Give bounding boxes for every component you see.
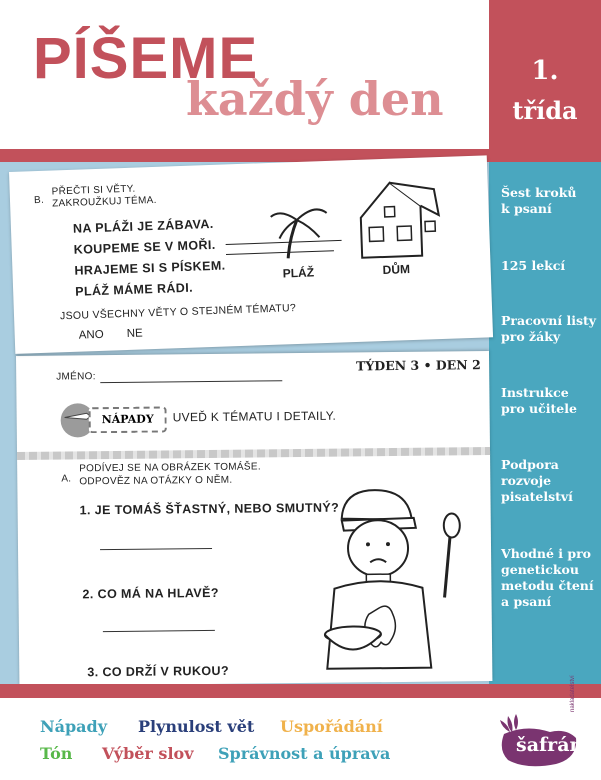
name-label: JMÉNO: (56, 371, 96, 383)
badge-instruction: UVEĎ K TÉMATU I DETAILY. (172, 408, 337, 425)
feature-text: pro učitele (501, 401, 577, 416)
feature-text: genetickou (501, 562, 579, 577)
week-day-label: TÝDEN 3 • DEN 2 (356, 357, 481, 374)
feature-support (501, 457, 599, 505)
feature-text: a psaní (501, 594, 552, 609)
sentence-4: PLÁŽ MÁME RÁDI. (74, 280, 194, 299)
grade-number: 1. (531, 56, 559, 86)
publisher-name: šafrán (516, 734, 584, 756)
grade-word: třída (512, 96, 578, 125)
trait-ton: Tón (40, 744, 73, 763)
bottom-divider (0, 684, 601, 698)
publisher-logo (496, 675, 590, 772)
answer-line-1[interactable] (100, 548, 212, 550)
trait-plynulost: Plynulost vět (138, 717, 255, 736)
sentence-2: KOUPEME SE V MOŘI. (73, 237, 216, 257)
feature-method (501, 546, 599, 610)
sentence-3: HRAJEME SI S PÍSKEM. (74, 258, 226, 278)
beach-palm-illustration (222, 196, 344, 270)
worksheet-back (9, 155, 493, 354)
feature-text: metodu čtení (501, 578, 594, 593)
feature-text: Instrukce (501, 385, 569, 400)
question-1: 1. JE TOMÁŠ ŠŤASTNÝ, NEBO SMUTNÝ? (79, 500, 340, 518)
feature-six-steps (501, 185, 599, 217)
sentence-1: NA PLÁŽI JE ZÁBAVA. (72, 216, 214, 236)
feature-text: Pracovní listy (501, 313, 597, 328)
house-illustration (349, 175, 442, 264)
page-subtitle: každý den (186, 72, 444, 126)
instruction-line-2: ZAKROUŽKUJ TÉMA. (51, 194, 157, 210)
feature-worksheets (501, 313, 599, 345)
question-2: 2. CO MÁ NA HLAVĚ? (82, 585, 219, 602)
page-title: PÍŠEME (33, 26, 259, 91)
question-3: 3. CO DRŽÍ V RUKOU? (87, 663, 230, 680)
section-letter: A. (61, 473, 72, 485)
feature-text: pro žáky (501, 329, 561, 344)
question: JSOU VŠECHNY VĚTY O STEJNÉM TÉMATU? (59, 302, 297, 323)
feature-lessons (501, 258, 599, 274)
napady-badge: NÁPADY (89, 406, 167, 433)
section-letter: B. (33, 194, 45, 207)
trait-usporadani: Uspořádání (280, 717, 383, 736)
answer-line-2[interactable] (103, 630, 215, 632)
feature-text: 125 lekcí (501, 258, 566, 273)
feature-text: k psaní (501, 201, 552, 216)
name-line (100, 380, 282, 383)
label-beach: PLÁŽ (282, 265, 315, 281)
instruction-line-2: ODPOVĚZ NA OTÁZKY O NĚM. (79, 474, 233, 488)
feature-text: pisatelství (501, 489, 573, 504)
instruction-line-1: PŘEČTI SI VĚTY. (51, 183, 136, 198)
feature-instructions (501, 385, 599, 417)
section-divider (17, 447, 490, 460)
answer-no[interactable]: NE (126, 327, 143, 340)
feature-text: Šest kroků (501, 185, 577, 200)
feature-text: Vhodné i pro (501, 546, 592, 561)
instruction-line-1: PODÍVEJ SE NA OBRÁZEK TOMÁŠE. (79, 461, 261, 475)
trait-vyber-slov: Výběr slov (102, 744, 194, 763)
feature-text: Podpora (501, 457, 559, 472)
feature-text: rozvoje (501, 473, 552, 488)
grade-badge (489, 0, 601, 149)
trait-spravnost: Správnost a úprava (218, 744, 391, 763)
label-house: DŮM (382, 262, 411, 278)
trait-napady: Nápady (40, 717, 108, 736)
publisher-tag: nakladatelství (570, 675, 576, 712)
worksheet-front (16, 351, 492, 686)
sad-boy-illustration (303, 477, 465, 679)
top-divider (0, 149, 601, 162)
answer-yes[interactable]: ANO (78, 328, 104, 342)
